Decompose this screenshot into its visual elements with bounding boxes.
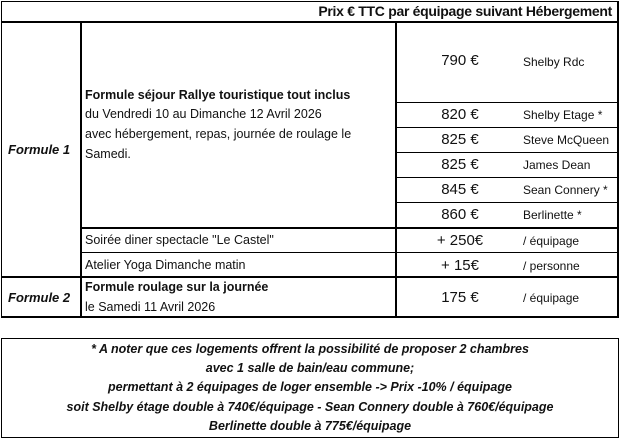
header-divider xyxy=(1,21,619,23)
row-divider xyxy=(396,127,618,128)
price-value: 845 € xyxy=(441,181,479,198)
row-divider xyxy=(81,227,618,229)
accommodation-name: Sean Connery * xyxy=(523,183,608,197)
row-divider xyxy=(396,152,618,153)
price-value: 860 € xyxy=(441,206,479,223)
option-price: + 15€ xyxy=(441,257,479,274)
header-title: Prix € TTC par équipage suivant Hébergement xyxy=(318,3,612,19)
col-divider-price xyxy=(395,22,397,318)
formule1-details-1: avec hébergement, repas, journée de roulage le xyxy=(85,127,352,141)
section-divider xyxy=(1,276,619,278)
formule1-dates: du Vendredi 10 au Dimanche 12 Avril 2026 xyxy=(85,107,322,121)
option-unit: / équipage xyxy=(523,234,580,248)
formule2-label: Formule 2 xyxy=(8,290,71,305)
formule2-price: 175 € xyxy=(441,289,479,306)
option-label: Atelier Yoga Dimanche matin xyxy=(85,258,246,272)
col-divider-label xyxy=(80,22,82,318)
note-line: * A noter que ces logements offrent la possibilité de proposer 2 chambres xyxy=(91,342,529,356)
price-value: 825 € xyxy=(441,131,479,148)
row-divider xyxy=(81,252,618,253)
accommodation-name: James Dean xyxy=(523,158,591,172)
row-divider xyxy=(396,202,618,203)
option-label: Soirée diner spectacle "Le Castel" xyxy=(85,233,274,247)
row-divider xyxy=(396,177,618,178)
formule1-title: Formule séjour Rallye touristique tout inclus xyxy=(85,88,351,102)
note-line: permettant à 2 équipages de loger ensemble -> Prix -10% / équipage xyxy=(108,380,512,394)
formule2-title: Formule roulage sur la journée xyxy=(85,280,269,294)
formule2-date: le Samedi 11 Avril 2026 xyxy=(85,300,216,314)
price-value: 825 € xyxy=(441,156,479,173)
formule1-label: Formule 1 xyxy=(8,142,71,157)
accommodation-name: Steve McQueen xyxy=(523,133,610,147)
accommodation-name: Shelby Etage * xyxy=(523,108,603,122)
formule1-details-2: Samedi. xyxy=(85,147,131,161)
accommodation-name: Shelby Rdc xyxy=(523,55,585,69)
note-line: Berlinette double à 775€/équipage xyxy=(208,419,412,433)
row-divider xyxy=(396,102,618,103)
note-line: avec 1 salle de bain/eau commune; xyxy=(205,361,415,375)
option-price: + 250€ xyxy=(436,232,484,249)
formule2-unit: / équipage xyxy=(523,291,580,305)
price-value: 790 € xyxy=(441,52,479,69)
note-line: soit Shelby étage double à 740€/équipage - Sean Connery double à 760€/équipage xyxy=(66,400,554,414)
option-unit: / personne xyxy=(523,259,580,273)
price-value: 820 € xyxy=(441,106,479,123)
accommodation-name: Berlinette * xyxy=(523,208,582,222)
